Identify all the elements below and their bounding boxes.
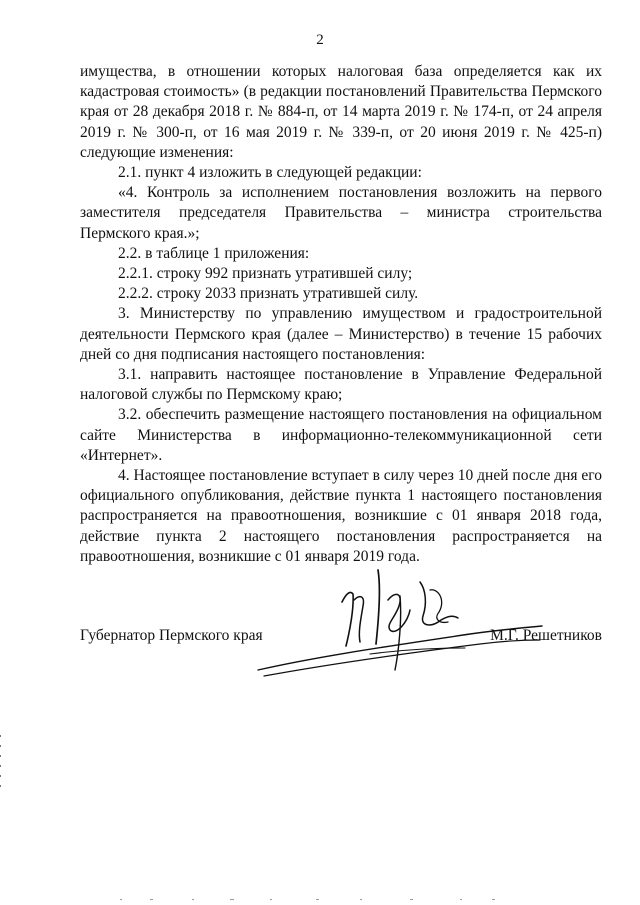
left-margin-scan-marks: [0, 735, 3, 795]
bottom-edge-scan-marks: [120, 898, 500, 902]
paragraph-item-4: 4. Настоящее постановление вступает в силу через 10 дней после дня его официального опубликования, действие пункта 1 настоящего постановления распространяется на правоотношения, возникшие с 01 января 2018 года, действие пункта 2 настоящего постановления распространяется на правоотношения, возникшие с 01 января 2019 года.: [80, 467, 602, 565]
signatory-title: Губернатор Пермского края: [80, 627, 263, 644]
paragraph-item-3: 3. Министерству по управлению имуществом и градостроительной деятельности Пермского края (далее – Министерство) в течение 15 рабочих дней со дня подписания настоящего постановления:: [80, 305, 602, 363]
document-body: [80, 62, 602, 567]
paragraph-continuation: имущества, в отношении которых налоговая база определяется как их кадастровая стоимость» (в редакции постановлений Правительства Пермского края от 28 декабря 2018 г. № 884-п, от 14 марта 2019 г. № 174-п, от 24 апреля 2019 г. № 300-п, от 16 мая 2019 г. № 339-п, от 20 июня 2019 г. № 425-п) следующие изменения:: [80, 63, 602, 161]
paragraph-item-2-1: 2.1. пункт 4 изложить в следующей редакции:: [118, 164, 422, 182]
handwritten-signature: [250, 560, 550, 685]
paragraph-item-2-2: 2.2. в таблице 1 приложения:: [118, 244, 310, 262]
paragraph-item-3-1: 3.1. направить настоящее постановление в Управление Федеральной налоговой службы по Пермскому краю;: [80, 366, 602, 404]
paragraph-quote-4: «4. Контроль за исполнением постановления возложить на первого заместителя председателя Правительства – министра строительства Пермского края.»;: [80, 184, 602, 242]
paragraph-item-3-2: 3.2. обеспечить размещение настоящего постановления на официальном сайте Министерства в информационно-телекоммуникационной сети «Интернет».: [80, 406, 602, 464]
paragraph-item-2-2-2: 2.2.2. строку 2033 признать утратившей силу.: [118, 285, 419, 303]
page-number: 2: [316, 32, 324, 48]
signatory-name: М.Г. Решетников: [490, 627, 602, 644]
signature-block: [80, 560, 602, 690]
paragraph-item-2-2-1: 2.2.1. строку 992 признать утратившей силу;: [118, 265, 413, 283]
